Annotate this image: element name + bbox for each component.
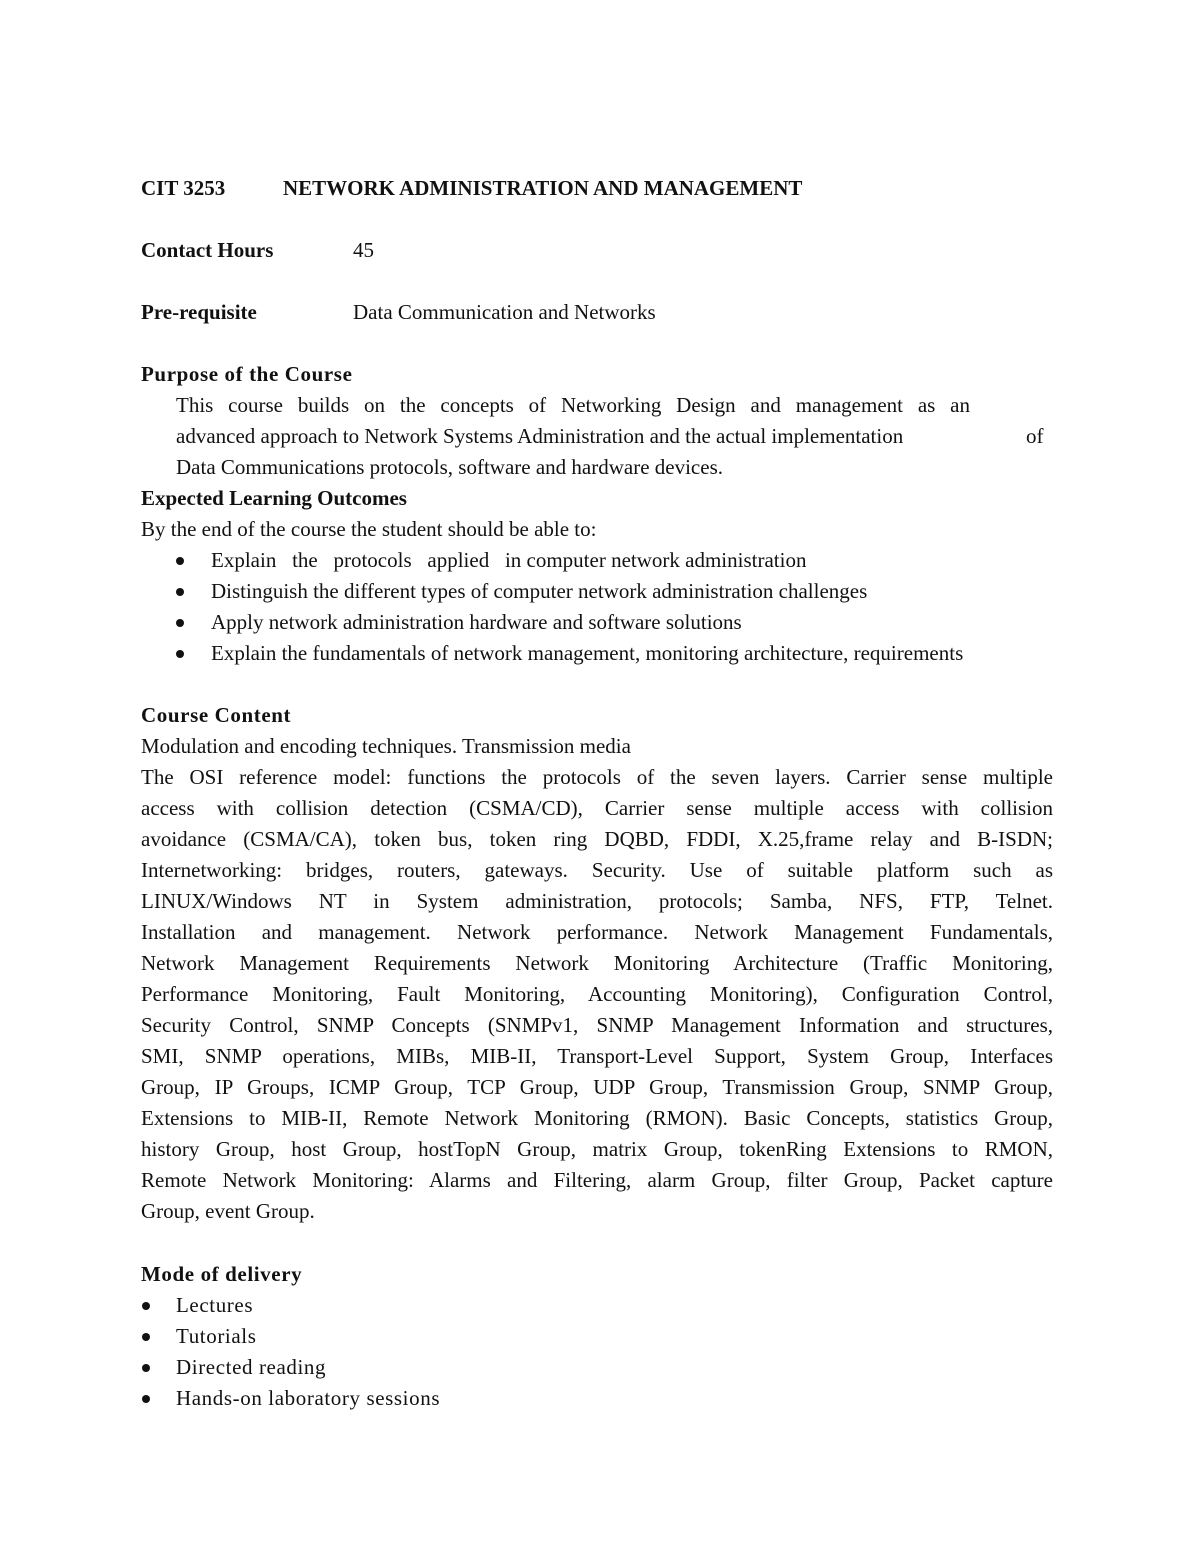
outcomes-intro: By the end of the course the student should be able to: <box>141 517 597 541</box>
purpose-line-end: of <box>1026 424 1044 448</box>
purpose-heading: Purpose of the Course <box>141 362 353 386</box>
content-line: Remote Network Monitoring: Alarms and Filtering, alarm Group, filter Group, Packet capture <box>141 1168 1053 1192</box>
contact-hours-value: 45 <box>353 238 374 262</box>
content-line: Group, IP Groups, ICMP Group, TCP Group, UDP Group, Transmission Group, SNMP Group, <box>141 1075 1053 1099</box>
content-first-line: Modulation and encoding techniques. Transmission media <box>141 734 631 758</box>
content-line: The OSI reference model: functions the protocols of the seven layers. Carrier sense multiple <box>141 765 1053 789</box>
outcome-item: Distinguish the different types of computer network administration challenges <box>211 579 868 603</box>
content-line: LINUX/Windows NT in System administration, protocols; Samba, NFS, FTP, Telnet. <box>141 889 1053 913</box>
purpose-line: This course builds on the concepts of Networking Design and management as an <box>176 393 970 417</box>
content-line: history Group, host Group, hostTopN Group, matrix Group, tokenRing Extensions to RMON, <box>141 1137 1053 1161</box>
bullet-icon <box>142 1302 150 1310</box>
outcome-item: Explain the protocols applied in computer network administration <box>211 548 807 572</box>
bullet-icon <box>176 557 184 565</box>
bullet-icon <box>176 619 184 627</box>
content-line: Extensions to MIB-II, Remote Network Monitoring (RMON). Basic Concepts, statistics Group, <box>141 1106 1053 1130</box>
content-line: avoidance (CSMA/CA), token bus, token ring DQBD, FDDI, X.25,frame relay and B-ISDN; <box>141 827 1053 851</box>
purpose-line: Data Communications protocols, software and hardware devices. <box>176 455 723 479</box>
content-line: Performance Monitoring, Fault Monitoring, Accounting Monitoring), Configuration Control, <box>141 982 1053 1006</box>
bullet-icon <box>142 1333 150 1341</box>
purpose-line: advanced approach to Network Systems Administration and the actual implementation <box>176 424 904 448</box>
content-line: SMI, SNMP operations, MIBs, MIB-II, Transport-Level Support, System Group, Interfaces <box>141 1044 1053 1068</box>
outcome-item: Apply network administration hardware and software solutions <box>211 610 742 634</box>
contact-hours-label: Contact Hours <box>141 238 274 262</box>
content-line: Internetworking: bridges, routers, gateways. Security. Use of suitable platform such as <box>141 858 1053 882</box>
course-title: NETWORK ADMINISTRATION AND MANAGEMENT <box>283 176 803 200</box>
content-line: access with collision detection (CSMA/CD), Carrier sense multiple access with collision <box>141 796 1053 820</box>
content-line: Installation and management. Network performance. Network Management Fundamentals, <box>141 920 1053 944</box>
delivery-item: Tutorials <box>176 1324 257 1348</box>
delivery-heading: Mode of delivery <box>141 1262 303 1286</box>
content-heading: Course Content <box>141 703 292 727</box>
prerequisite-label: Pre-requisite <box>141 300 257 324</box>
course-code: CIT 3253 <box>141 176 226 200</box>
outcome-item: Explain the fundamentals of network management, monitoring architecture, requirements <box>211 641 964 665</box>
bullet-icon <box>142 1364 150 1372</box>
bullet-icon <box>176 588 184 596</box>
prerequisite-value: Data Communication and Networks <box>353 300 656 324</box>
bullet-icon <box>142 1395 150 1403</box>
content-line: Security Control, SNMP Concepts (SNMPv1, SNMP Management Information and structures, <box>141 1013 1053 1037</box>
outcomes-heading: Expected Learning Outcomes <box>141 486 407 510</box>
content-line: Network Management Requirements Network Monitoring Architecture (Traffic Monitoring, <box>141 951 1053 975</box>
content-last-line: Group, event Group. <box>141 1199 315 1223</box>
delivery-item: Hands-on laboratory sessions <box>176 1386 441 1410</box>
delivery-item: Directed reading <box>176 1355 327 1379</box>
bullet-icon <box>176 650 184 658</box>
delivery-item: Lectures <box>176 1293 254 1317</box>
